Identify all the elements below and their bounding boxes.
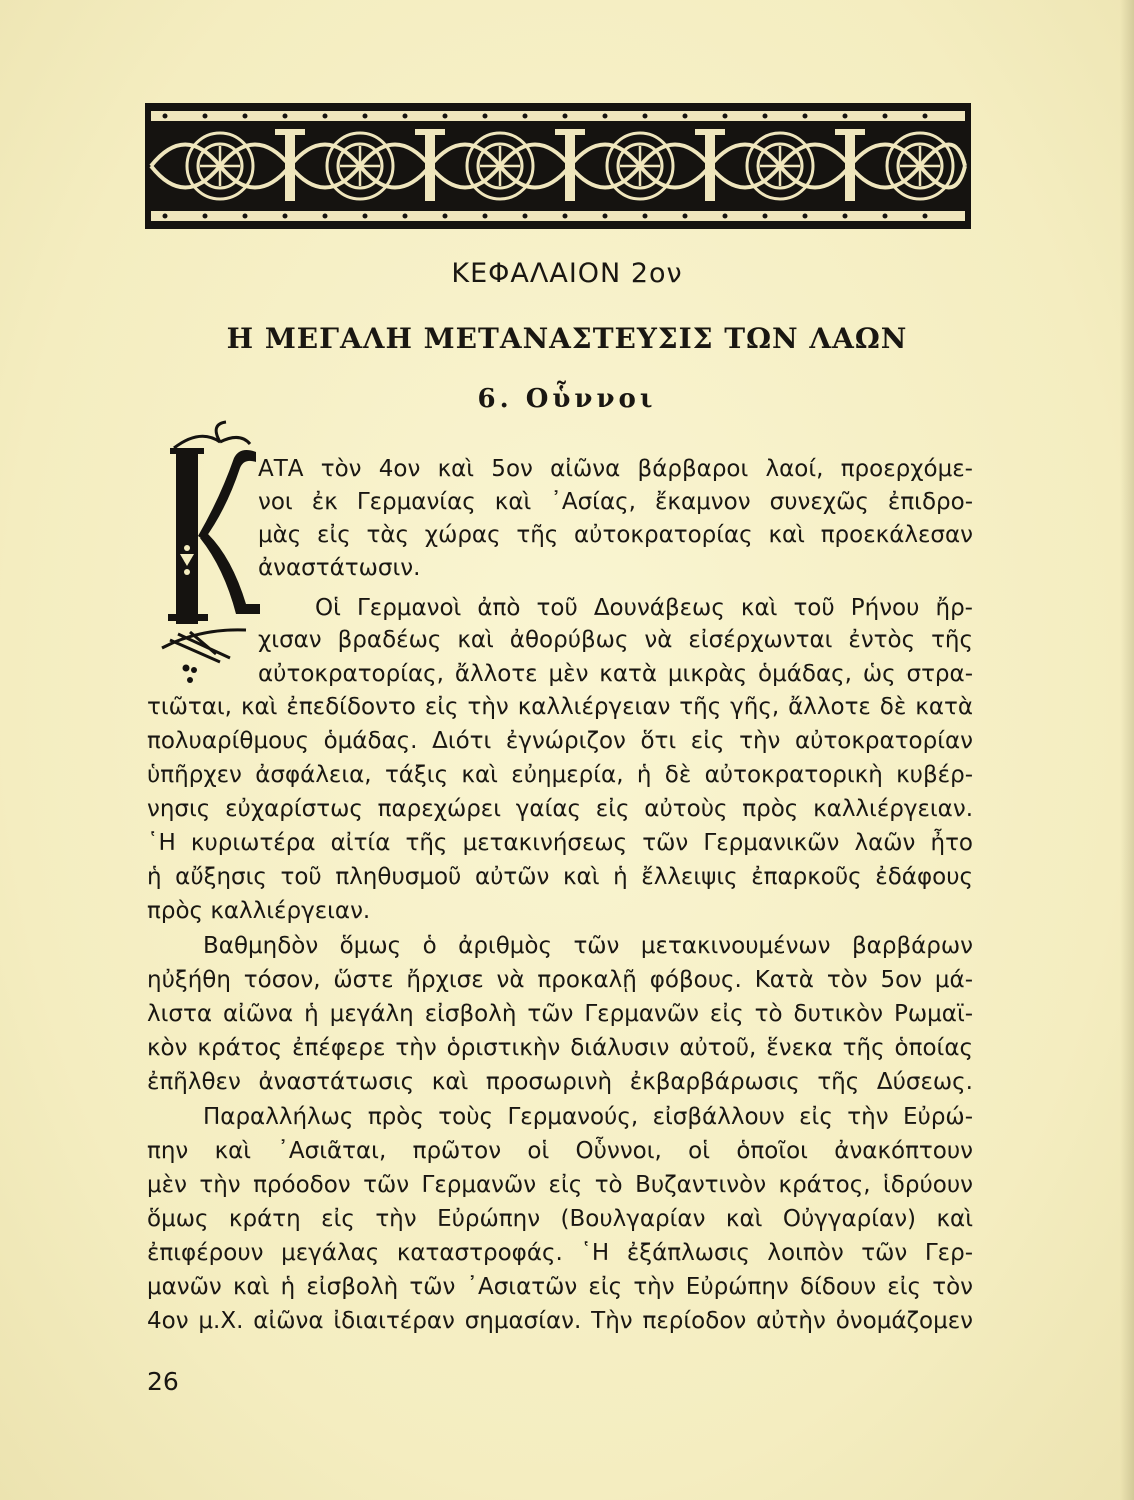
body-line: ΑΤΑ τὸν 4ον καὶ 5ον αἰῶνα βάρβαροι λαοί, προερχόμε- bbox=[258, 456, 973, 482]
body-line: ἡ αὔξησις τοῦ πληθυσμοῦ αὐτῶν καὶ ἡ ἔλλειψις ἐπαρκοῦς ἐδάφους bbox=[147, 864, 973, 890]
body-line: ὅμως κράτη εἰς τὴν Εὐρώπην (Βουλγαρίαν καὶ Οὐγγαρίαν) καὶ bbox=[147, 1206, 973, 1232]
section-heading: 6. Οὗννοι bbox=[477, 384, 657, 414]
body-line: ἐπιφέρουν μεγάλας καταστροφάς. ῾Η ἐξάπλωσις λοιπὸν τῶν Γερ- bbox=[147, 1240, 973, 1266]
body-line: νησις εὐχαρίστως παρεχώρει γαίας εἰς αὐτοὺς πρὸς καλλιέργειαν. bbox=[147, 796, 973, 822]
body-line: ἐπῆλθεν ἀναστάτωσις καὶ προσωρινὴ ἐκβαρβάρωσις τῆς Δύσεως. bbox=[147, 1069, 973, 1095]
body-line: 4ον μ.Χ. αἰῶνα ἰδιαιτέραν σημασίαν. Τὴν περίοδον αὐτὴν ὀνομάζομεν bbox=[147, 1308, 973, 1334]
body-line: πολυαρίθμους ὁμάδας. Διότι ἐγνώριζον ὅτι εἰς τὴν αὐτοκρατορίαν bbox=[147, 728, 973, 754]
chapter-heading: ΚΕΦΑΛΑΙΟΝ 2ον bbox=[451, 258, 683, 289]
page-number: 26 bbox=[147, 1367, 179, 1396]
page-edge-shadow bbox=[1120, 0, 1134, 1500]
body-line: αὐτοκρατορίας, ἄλλοτε μὲν κατὰ μικρὰς ὁμάδας, ὡς στρα- bbox=[258, 661, 973, 687]
body-line: Παραλλήλως πρὸς τοὺς Γερμανούς, εἰσβάλλουν εἰς τὴν Εὐρώ- bbox=[203, 1104, 973, 1130]
body-line: νοι ἐκ Γερμανίας καὶ ᾿Ασίας, ἔκαμνον συνεχῶς ἐπιδρο- bbox=[258, 489, 973, 515]
body-line: ῾Η κυριωτέρα αἰτία τῆς μετακινήσεως τῶν Γερμανικῶν λαῶν ἦτο bbox=[147, 830, 973, 856]
body-line: μὲν τὴν πρόοδον τῶν Γερμανῶν εἰς τὸ Βυζαντινὸν κράτος, ἱδρύουν bbox=[147, 1172, 973, 1198]
body-line: χισαν βραδέως καὶ ἀθορύβως νὰ εἰσέρχωνται ἐντὸς τῆς bbox=[258, 627, 973, 653]
body-line: ηὐξήθη τόσον, ὥστε ἤρχισε νὰ προκαλῇ φόβους. Κατὰ τὸν 5ον μά- bbox=[147, 967, 973, 993]
ornamental-header-banner bbox=[145, 103, 971, 229]
decorative-dropcap-k bbox=[160, 418, 270, 693]
body-line: ὑπῆρχεν ἀσφάλεια, τάξις καὶ εὐημερία, ἡ δὲ αὐτοκρατορικὴ κυβέρ- bbox=[147, 762, 973, 788]
page-title: Η ΜΕΓΑΛΗ ΜΕΤΑΝΑΣΤΕΥΣΙΣ ΤΩΝ ΛΑΩΝ bbox=[226, 322, 908, 355]
body-line: τιῶται, καὶ ἐπεδίδοντο εἰς τὴν καλλιέργειαν τῆς γῆς, ἄλλοτε δὲ κατὰ bbox=[147, 694, 973, 720]
body-line: ἀναστάτωσιν. bbox=[258, 555, 421, 581]
body-line: πην καὶ ᾿Ασιᾶται, πρῶτον οἱ Οὗννοι, οἱ ὁποῖοι ἀνακόπτουν bbox=[147, 1138, 973, 1164]
body-line: Βαθμηδὸν ὅμως ὁ ἀριθμὸς τῶν μετακινουμένων βαρβάρων bbox=[203, 933, 973, 959]
body-line: μανῶν καὶ ἡ εἰσβολὴ τῶν ᾿Ασιατῶν εἰς τὴν Εὐρώπην δίδουν εἰς τὸν bbox=[147, 1274, 973, 1300]
body-line: πρὸς καλλιέργειαν. bbox=[147, 898, 371, 924]
body-line: κὸν κράτος ἐπέφερε τὴν ὁριστικὴν διάλυσιν αὐτοῦ, ἕνεκα τῆς ὁποίας bbox=[147, 1035, 973, 1061]
body-line: μὰς εἰς τὰς χώρας τῆς αὐτοκρατορίας καὶ προεκάλεσαν bbox=[258, 522, 973, 548]
body-line: λιστα αἰῶνα ἡ μεγάλη εἰσβολὴ τῶν Γερμανῶν εἰς τὸ δυτικὸν Ρωμαϊ- bbox=[147, 1001, 973, 1027]
body-line: Οἱ Γερμανοὶ ἀπὸ τοῦ Δουνάβεως καὶ τοῦ Ρήνου ἤρ- bbox=[315, 595, 973, 621]
